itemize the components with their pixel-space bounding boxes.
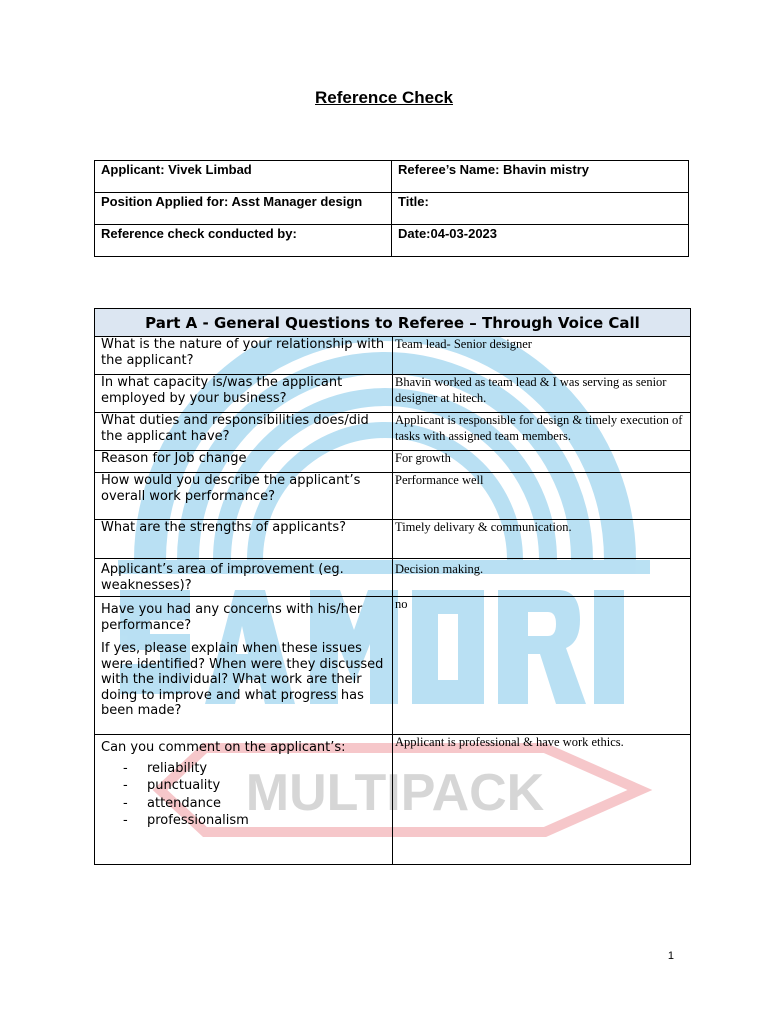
table-row — [95, 559, 691, 597]
question: What are the strengths of applicants? — [95, 520, 393, 559]
referee-title: Title: — [392, 193, 689, 225]
table-row — [95, 413, 691, 451]
referee-name: Referee’s Name: Bhavin mistry — [392, 161, 689, 193]
applicant-name: Applicant: Vivek Limbad — [95, 161, 392, 193]
table-row — [95, 337, 691, 375]
conducted-by: Reference check conducted by: — [95, 225, 392, 257]
table-row — [95, 451, 691, 473]
answer: Applicant is professional & have work ethics. — [393, 735, 691, 865]
applicant-info-table — [94, 160, 689, 257]
question: Reason for Job change — [95, 451, 393, 473]
part-a-table — [94, 308, 691, 865]
table-row — [95, 735, 691, 865]
question: Can you comment on the applicant’s: — [101, 740, 346, 755]
question: Have you had any concerns with his/her performance? — [101, 602, 363, 633]
list-item: - reliability — [123, 760, 208, 776]
table-row — [95, 473, 691, 520]
list-item: - professionalism — [123, 813, 249, 828]
answer: Bhavin worked as team lead & I was serving as senior designer at hitech. — [393, 375, 691, 413]
page-title: Reference Check — [315, 88, 453, 107]
question: In what capacity is/was the applicant employed by your business? — [95, 375, 393, 413]
comment-items-list — [101, 760, 388, 830]
answer: no — [393, 597, 691, 735]
watermark-text: MULTIPACK — [245, 764, 545, 822]
answer: Timely delivary & communication. — [393, 520, 691, 559]
position-applied: Position Applied for: Asst Manager design — [95, 193, 392, 225]
check-date: Date:04-03-2023 — [392, 225, 689, 257]
list-item: - attendance — [123, 795, 222, 811]
question-cell — [95, 735, 393, 865]
question: How would you describe the applicant’s overall work performance? — [95, 473, 393, 520]
answer: Team lead- Senior designer — [393, 337, 691, 375]
question: What duties and responsibilities does/did the applicant have? — [95, 413, 393, 451]
answer: Decision making. — [393, 559, 691, 597]
question: Applicant’s area of improvement (eg. weaknesses)? — [95, 559, 393, 597]
page-number: 1 — [667, 950, 674, 962]
answer: Performance well — [393, 473, 691, 520]
table-row — [95, 375, 691, 413]
answer: For growth — [393, 451, 691, 473]
question-followup: If yes, please explain when these issues were identified? When were they discussed with the individual? What work are their doing to improve and what progress has been made? — [101, 641, 384, 718]
question-cell — [95, 597, 393, 735]
list-item: - punctuality — [123, 778, 221, 793]
answer: Applicant is responsible for design & timely execution of tasks with assigned team members. — [393, 413, 691, 451]
question: What is the nature of your relationship with the applicant? — [95, 337, 393, 375]
part-a-heading: Part A - General Questions to Referee – Through Voice Call — [95, 309, 691, 337]
table-row — [95, 520, 691, 559]
table-row — [95, 597, 691, 735]
